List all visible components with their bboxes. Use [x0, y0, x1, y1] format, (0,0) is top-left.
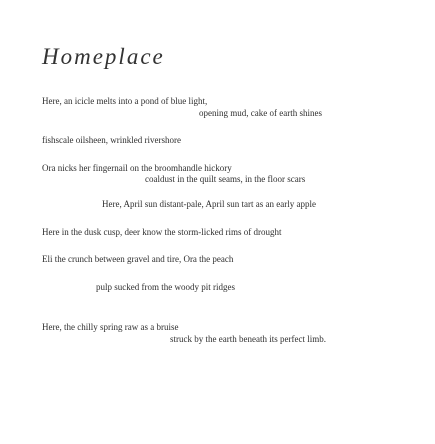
poem-line-3: fishscale oilsheen, wrinkled rivershore — [42, 135, 181, 145]
poem-line-9: pulp sucked from the woody pit ridges — [96, 282, 235, 292]
poem-line-10: Here, the chilly spring raw as a bruise — [42, 322, 179, 332]
poem-line-8: Eli the crunch between gravel and tire, Ora the peach — [42, 254, 234, 264]
poem-line-7: Here in the dusk cusp, deer know the storm-licked rims of drought — [42, 227, 282, 237]
poem-line-11: struck by the earth beneath its perfect limb. — [170, 334, 326, 344]
poem-line-1: Here, an icicle melts into a pond of blue light, — [42, 96, 208, 106]
poem-line-6: Here, April sun distant-pale, April sun tart as an early apple — [102, 199, 316, 209]
poem-line-5: coaldust in the quilt seams, in the floor scars — [145, 174, 306, 184]
poem-title: Homeplace — [42, 44, 165, 69]
poem-line-4: Ora nicks her fingernail on the broomhandle hickory — [42, 163, 232, 173]
poem-line-2: opening mud, cake of earth shines — [199, 108, 322, 118]
